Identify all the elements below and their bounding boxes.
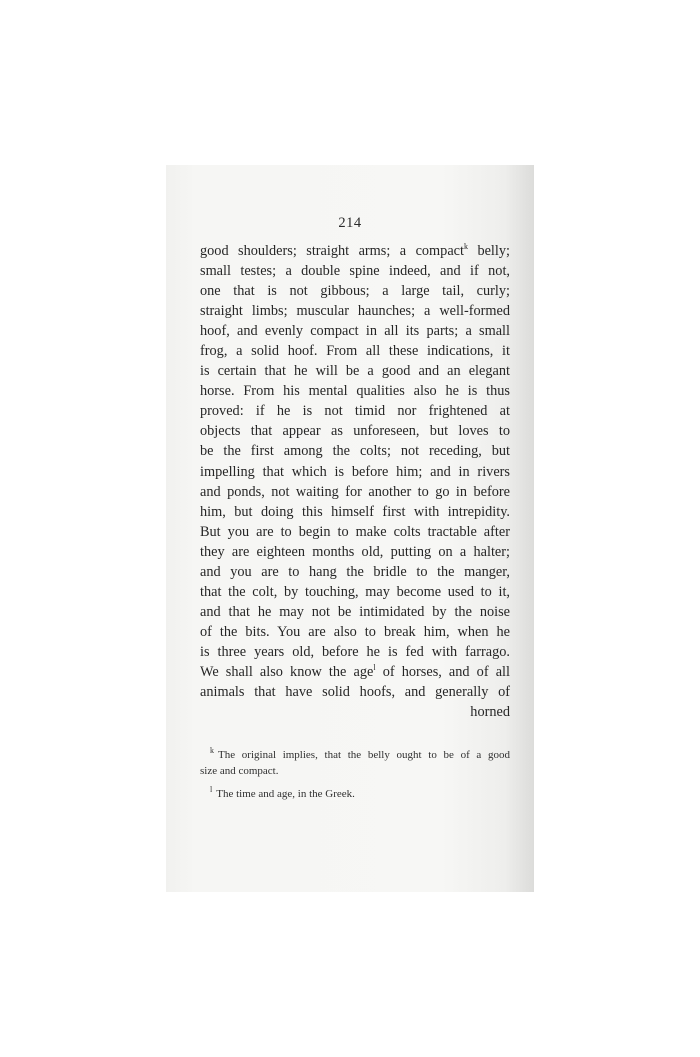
text-line-content: is three years old, before he is fed with farrago.: [200, 643, 510, 660]
page-number: 214: [338, 215, 362, 231]
text-line: [200, 241, 510, 261]
text-line: [200, 542, 510, 562]
text-line-content: is certain that he will be a good and an elegant: [200, 363, 510, 380]
text-line: [200, 421, 510, 441]
text-line-content: But you are to begin to make colts tractable after: [200, 523, 510, 540]
text-line: [200, 622, 510, 642]
text-line: [200, 341, 510, 361]
text-line-content: animals that have solid hoofs, and generally of: [200, 684, 510, 701]
footnote-k-line1: [200, 747, 510, 763]
text-line-content: horned: [470, 704, 510, 721]
text-line-content: and ponds, not waiting for another to go in before: [200, 483, 510, 500]
text-line-content: be the first among the colts; not receding, but: [200, 443, 510, 460]
footnotes: [200, 747, 510, 809]
text-line: [200, 301, 510, 321]
text-line-content: hoof, and evenly compact in all its parts; a small: [200, 323, 510, 340]
text-line: [200, 381, 510, 401]
text-line-continuation: belly;: [468, 243, 511, 259]
text-line: [200, 562, 510, 582]
footnote-k-line2: size and compact.: [200, 765, 279, 777]
text-line: [200, 361, 510, 381]
text-line-content: him, but doing this himself first with intrepidity.: [200, 503, 510, 520]
book-page: [166, 165, 534, 892]
text-line-content: one that is not gibbous; a large tail, curly;: [200, 283, 510, 300]
text-line-content: straight limbs; muscular haunches; a well-formed: [200, 303, 510, 320]
footnote-k-mark: k: [210, 746, 214, 756]
text-line-content: and you are to hang the bridle to the manger,: [200, 563, 510, 580]
text-line-content: impelling that which is before him; and in rivers: [200, 463, 510, 480]
text-line-content: horse. From his mental qualities also he is thus: [200, 383, 510, 400]
footnote-k: [200, 747, 510, 779]
text-line-content: small testes; a double spine indeed, and if not,: [200, 263, 510, 280]
text-line-content: and that he may not be intimidated by the noise: [200, 603, 510, 620]
text-line-content: objects that appear as unforeseen, but loves to: [200, 423, 510, 440]
text-line: [200, 522, 510, 542]
text-line: [200, 602, 510, 622]
text-line-content: of the bits. You are also to break him, when he: [200, 623, 510, 640]
text-line: [200, 662, 510, 682]
text-line: [200, 462, 510, 482]
text-line: [200, 502, 510, 522]
text-line: [200, 441, 510, 461]
text-line: [200, 582, 510, 602]
text-line-content: good shoulders; straight arms; a compact: [200, 243, 464, 259]
text-line: [200, 281, 510, 301]
text-line-content: frog, a solid hoof. From all these indications, it: [200, 343, 510, 360]
footnote-l-mark: l: [210, 785, 213, 795]
footnote-k-text1: The original implies, that the belly ought to be of a good: [218, 749, 510, 761]
text-line: [200, 482, 510, 502]
text-line: [200, 642, 510, 662]
text-line: [200, 682, 510, 702]
footnote-l-text1: The time and age, in the Greek.: [216, 788, 355, 800]
text-line-content: they are eighteen months old, putting on a halter;: [200, 543, 510, 560]
footnote-l-line1: [200, 786, 510, 802]
text-line: [200, 321, 510, 341]
text-line-continuation: of horses, and of all: [375, 663, 510, 680]
text-line-content: We shall also know the age: [200, 663, 374, 680]
footnote-reference: k: [464, 242, 468, 252]
text-line: [200, 261, 510, 281]
text-line: [200, 401, 510, 421]
footnote-reference: l: [373, 663, 376, 673]
bleed-through-text: [200, 719, 510, 734]
text-line-content: that the colt, by touching, may become used to it,: [200, 583, 510, 600]
body-text: [200, 241, 510, 722]
text-line-content: proved: if he is not timid nor frightened at: [200, 403, 510, 420]
footnote-l: [200, 786, 510, 802]
